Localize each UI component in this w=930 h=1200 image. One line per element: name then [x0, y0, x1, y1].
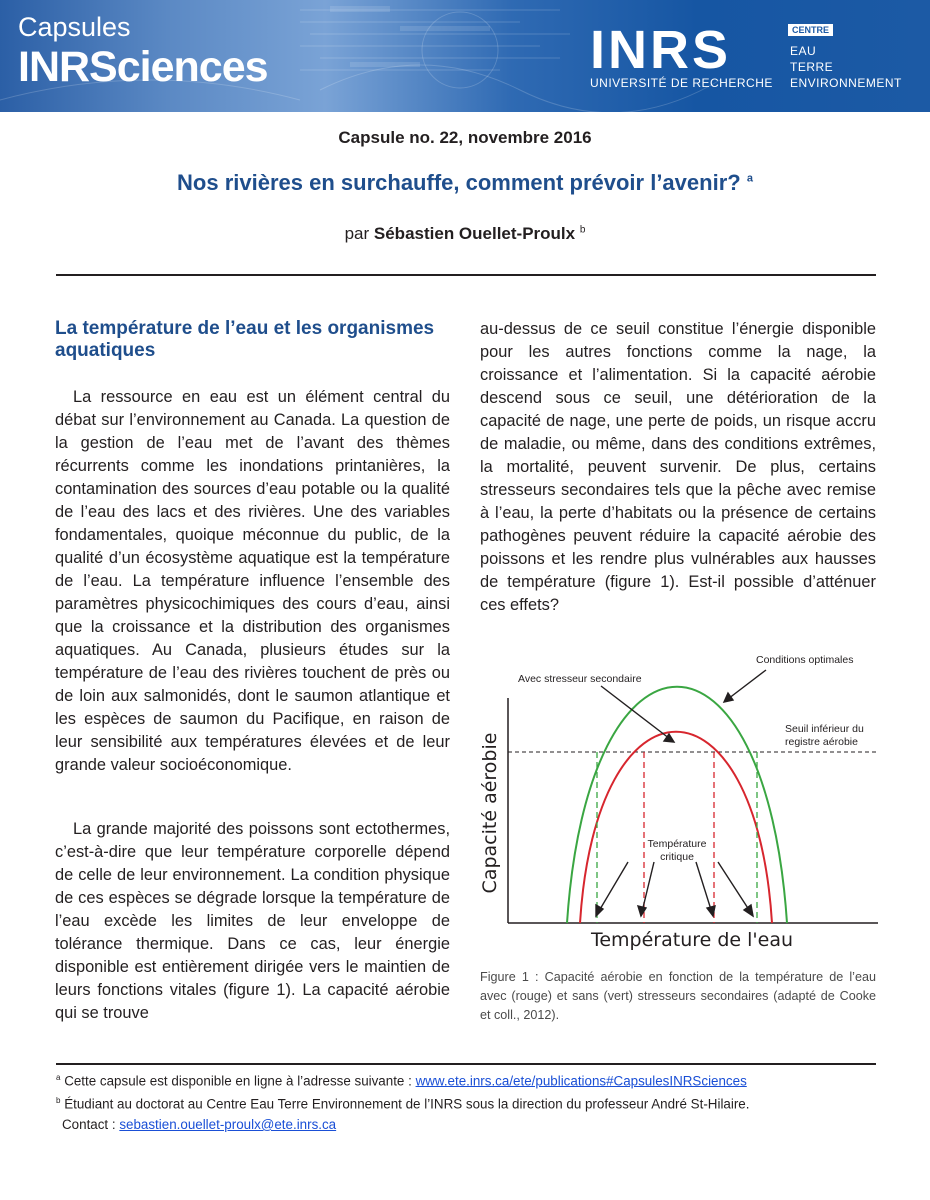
x-axis-label: Température de l'eau: [590, 929, 794, 951]
author-line: [0, 224, 930, 244]
centre-line-eau: EAU: [790, 44, 817, 58]
contact-line: [62, 1117, 336, 1132]
author-prefix: par: [344, 224, 370, 243]
centre-label: CENTRE: [788, 24, 833, 36]
label-stress: Avec stresseur secondaire: [518, 673, 642, 685]
footnote-a: [56, 1073, 747, 1088]
publications-link[interactable]: www.ete.inrs.ca/ete/publications#CapsulesINRSciences: [415, 1073, 747, 1089]
page-title: [0, 170, 930, 196]
brand-inrsciences: INRSciences: [18, 43, 268, 91]
optimal-curve: [567, 687, 787, 923]
header-banner: [0, 0, 930, 112]
centre-line-terre: TERRE: [790, 60, 834, 74]
footnote-b-marker: b: [56, 1096, 61, 1105]
figure-aerobic-capacity: [478, 648, 878, 958]
contact-email-link[interactable]: sebastien.ouellet-proulx@ete.inrs.ca: [119, 1117, 337, 1132]
paragraph-text: La ressource en eau est un élément central du débat sur l’environnement au Canada. La question de la gestion de l’eau met de l’avant des thèmes récurrents comme les inondations printanières, la contamination des sources d’eau potable ou la qualité de l’eau des lacs et des rivières. Une des variables fondamentales, quoique méconnue du public, de la qualité d’un écosystème aquatique est la température de l’eau. La température influence l’ensemble des paramètres physicochimiques des cours d’eau, ainsi que la croissance et la distribution des organismes aquatiques. Au Canada, plusieurs études sur la température de l’eau des rivières touchent de près ou de loin aux salmonidés, dont le saumon atlantique et les espèces de saumon du Pacifique, en raison de leur sensibilité aux températures élevées et de leur grande valeur socioéconomique.: [55, 388, 450, 774]
footnote-divider: [56, 1063, 876, 1065]
inrs-logo-subtitle: UNIVERSITÉ DE RECHERCHE: [590, 76, 773, 90]
author-footnote-marker: b: [579, 224, 586, 236]
section-heading: La température de l’eau et les organismes aquatiques: [55, 318, 435, 361]
label-critical-2: critique: [660, 851, 694, 863]
contact-label: Contact :: [62, 1117, 116, 1132]
title-text: Nos rivières en surchauffe, comment prévoir l’avenir?: [177, 170, 741, 195]
label-optimal: Conditions optimales: [756, 654, 854, 666]
figure-caption: Figure 1 : Capacité aérobie en fonction de la température de l’eau avec (rouge) et sans (vert) stresseurs secondaires (adapté de Cooke et coll., 2012).: [480, 970, 876, 1022]
paragraph-text: au-dessus de ce seuil constitue l’énergie disponible pour les autres fonctions comme la nage, la croissance et l’alimentation. Si la capacité aérobie descend sous ce seuil, une détérioration de la capacité de nage, une perte de poids, un risque accru de maladie, ou même, dans des conditions extrêmes, la mortalité, peuvent survenir. De plus, certains stresseurs secondaires tels que la pêche avec remise à l’eau, la perte d’habitats ou la présence de certains pathogènes peuvent réduire la capacité aérobie des poissons et les rendre plus vulnérables aux hausses de température (figure 1). Est-il possible d’atténuer ces effets?: [480, 320, 876, 614]
y-axis-label: Capacité aérobie: [479, 732, 501, 894]
left-paragraph-1: [55, 386, 450, 777]
centre-line-environnement: ENVIRONNEMENT: [790, 76, 902, 90]
capsule-number: Capsule no. 22, novembre 2016: [338, 128, 592, 147]
paragraph-text: La grande majorité des poissons sont ectothermes, c’est-à-dire que leur température corporelle dépend de celle de leur environnement. La condition physique de ces espèces se dégrade lorsque la température de l’eau excède les limites de leur enveloppe de tolérance thermique. Dans ce cas, leur énergie disponible est entièrement dirigée vers le maintien de leurs fonctions vitales (figure 1). La capacité aérobie qui se trouve: [55, 820, 450, 1022]
brand-capsules: Capsules: [18, 12, 131, 42]
inrs-logo: INRS: [590, 20, 732, 80]
footnote-a-text: Cette capsule est disponible en ligne à l’adresse suivante :: [64, 1073, 412, 1089]
footnote-a-marker: a: [56, 1073, 61, 1082]
author-name: Sébastien Ouellet-Proulx: [373, 224, 576, 243]
footnote-b-text: Étudiant au doctorat au Centre Eau Terre Environnement de l’INRS sous la direction du professeur André St-Hilaire.: [64, 1096, 750, 1112]
label-threshold-2: registre aérobie: [785, 736, 858, 748]
right-paragraph: [480, 318, 876, 617]
footnote-b: [56, 1096, 749, 1111]
left-paragraph-2: [55, 818, 450, 1025]
title-divider: [56, 274, 876, 276]
label-threshold-1: Seuil inférieur du: [785, 723, 864, 735]
label-critical-1: Température: [647, 838, 707, 850]
title-footnote-marker: a: [746, 172, 753, 185]
